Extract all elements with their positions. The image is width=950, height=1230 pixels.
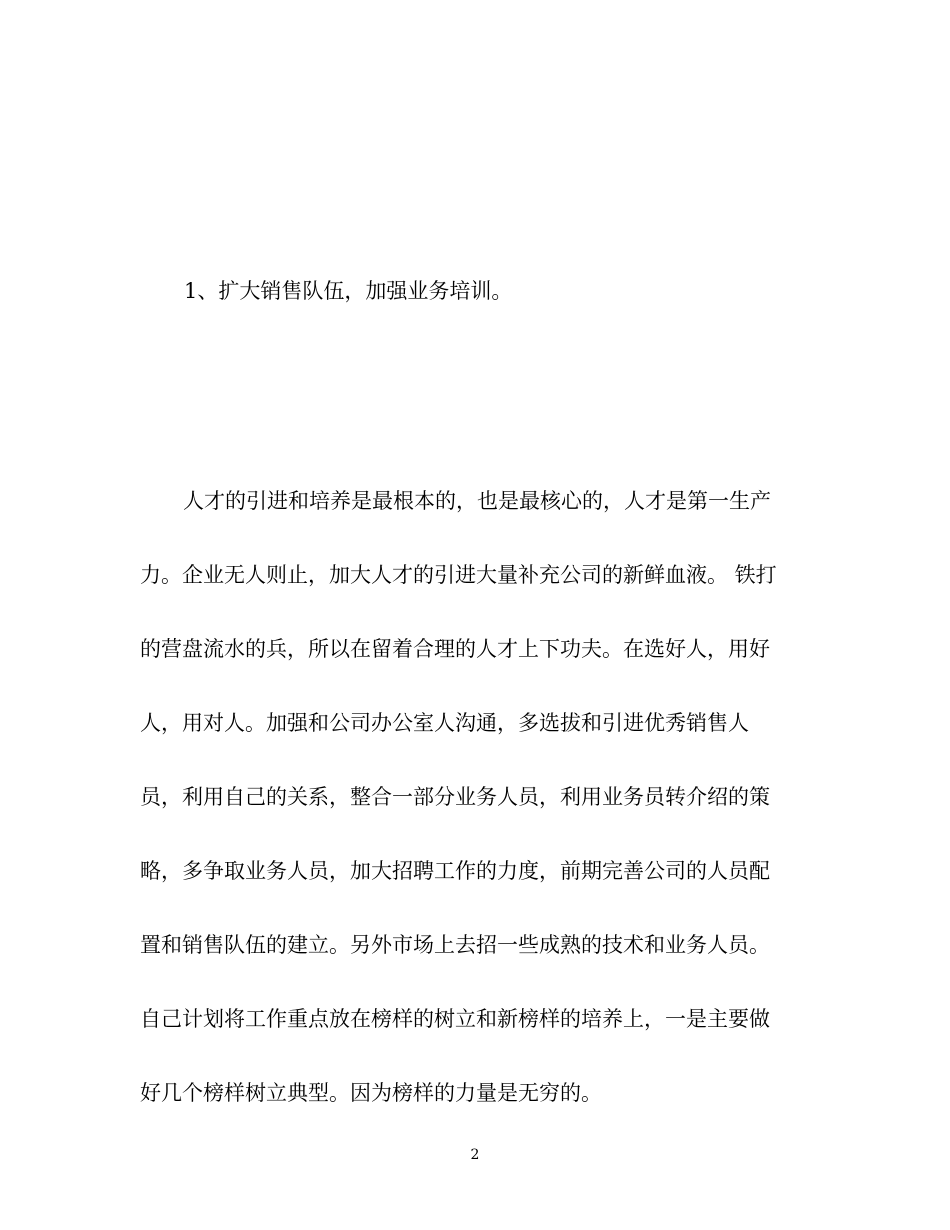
paragraph-line: 置和销售队伍的建立。另外市场上去招一些成熟的技术和业务人员。	[140, 933, 770, 957]
paragraph-line: 的营盘流水的兵，所以在留着合理的人才上下功夫。在选好人，用好	[140, 637, 770, 661]
paragraph-line: 员，利用自己的关系，整合一部分业务人员，利用业务员转介绍的策	[140, 785, 770, 809]
body-paragraph	[140, 485, 805, 1151]
paragraph-line: 好几个榜样树立典型。因为榜样的力量是无穷的。	[140, 1081, 602, 1105]
paragraph-line: 自己计划将工作重点放在榜样的树立和新榜样的培养上，一是主要做	[140, 1007, 770, 1031]
section-heading: 1、扩大销售队伍，加强业务培训。	[184, 279, 513, 303]
paragraph-line: 人，用对人。加强和公司办公室人沟通，多选拔和引进优秀销售人	[140, 711, 749, 735]
paragraph-line: 人才的引进和培养是最根本的，也是最核心的，人才是第一生产	[183, 489, 771, 513]
page-number: 2	[470, 1147, 480, 1163]
paragraph-line: 力。企业无人则止，加大人才的引进大量补充公司的新鲜血液。 铁打	[140, 563, 777, 587]
paragraph-line: 略，多争取业务人员，加大招聘工作的力度，前期完善公司的人员配	[140, 859, 770, 883]
